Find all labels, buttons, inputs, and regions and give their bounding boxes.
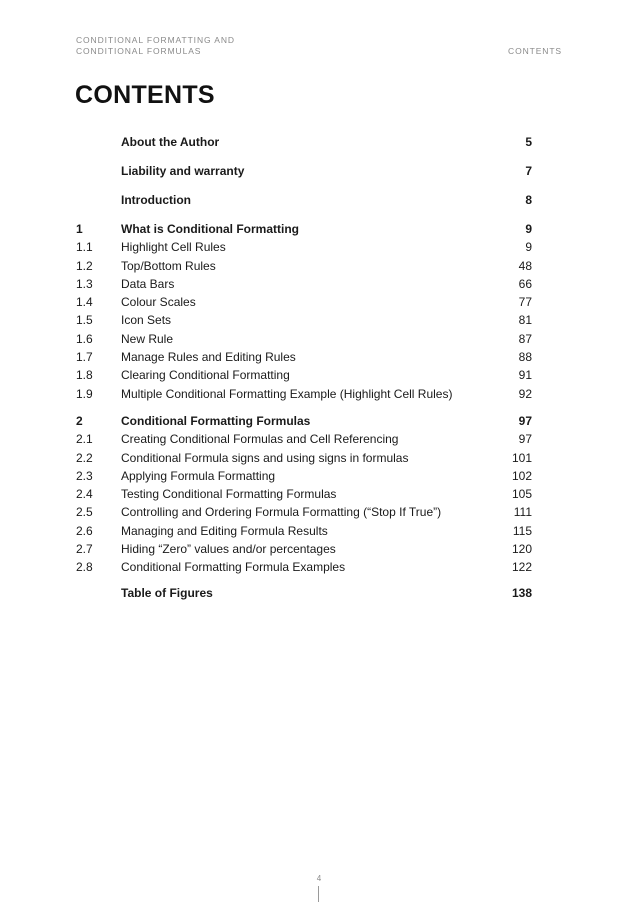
toc-label: Data Bars [121,276,175,291]
toc-page: 9 [525,240,532,255]
toc-label: Liability and warranty [121,163,245,178]
toc-entry[interactable] [76,293,532,311]
toc-page: 77 [518,295,532,310]
toc-page: 81 [518,313,532,328]
toc-page: 48 [518,258,532,273]
toc-entry[interactable] [76,485,532,503]
toc-entry[interactable] [76,311,532,329]
toc-number: 1.4 [76,295,93,310]
running-title-line-2: CONDITIONAL FORMULAS [76,46,202,56]
toc-entry[interactable] [76,467,532,485]
toc-label: Highlight Cell Rules [121,240,226,255]
toc-page: 120 [511,542,532,556]
toc-label: Hiding “Zero” values and/or percentages [121,542,336,556]
toc-page: 9 [525,221,532,236]
toc-entry[interactable] [76,275,532,293]
page-number: 4 [316,874,322,883]
toc-number: 1.5 [76,313,93,328]
toc-page: 111 [513,505,532,520]
toc-label: Conditional Formatting Formulas [121,413,311,428]
toc-number: 1.2 [76,258,93,273]
toc-label: Controlling and Ordering Formula Formatting (“Stop If True”) [121,505,442,520]
toc-label: Introduction [121,192,191,207]
toc-number: 2.1 [76,432,93,447]
toc-number: 1.8 [76,368,93,383]
toc-chapter-1[interactable] [76,220,532,238]
toc-label: New Rule [121,331,174,346]
toc-number: 1 [76,221,83,236]
toc-entry[interactable] [76,430,532,448]
toc-number: 2.3 [76,468,93,483]
toc-page: 97 [518,413,532,428]
toc-number: 2.5 [76,505,93,520]
toc-label: Multiple Conditional Formatting Example (Highlight Cell Rules) [121,386,453,401]
toc-label: What is Conditional Formatting [121,221,299,236]
toc-entry[interactable] [76,330,532,348]
toc-page: 87 [518,331,532,346]
running-title-line-1: CONDITIONAL FORMATTING AND [76,35,235,45]
toc-page: 7 [525,163,532,178]
toc-entry[interactable] [76,366,532,384]
toc-entry[interactable] [76,558,532,576]
toc-number: 1.3 [76,276,93,291]
footer-rule [318,886,319,902]
toc-entry[interactable] [76,540,532,558]
toc-label: Testing Conditional Formatting Formulas [121,487,337,502]
toc-number: 2.7 [76,542,93,556]
toc-entry[interactable] [76,238,532,256]
toc-label: Creating Conditional Formulas and Cell Referencing [121,432,399,447]
toc-number: 2.2 [76,450,93,465]
toc-page: 92 [518,386,532,401]
toc-page: 91 [518,368,532,383]
toc-entry-liability[interactable] [76,162,532,180]
toc-label: Managing and Editing Formula Results [121,523,328,538]
toc-label: Top/Bottom Rules [121,258,216,273]
toc-label: Applying Formula Formatting [121,468,276,483]
toc-page: 8 [525,192,532,207]
toc-page: 115 [512,523,532,538]
toc-number: 1.1 [76,240,93,255]
toc-page: 105 [511,487,532,502]
toc-entry[interactable] [76,503,532,521]
toc-entry-about-author[interactable] [76,133,532,151]
toc-page: 66 [518,276,532,291]
toc-entry[interactable] [76,257,532,275]
toc-page: 97 [518,432,532,447]
toc-entry-introduction[interactable] [76,191,532,209]
running-section: CONTENTS [508,46,562,56]
toc-number: 2 [76,413,83,428]
toc-label: Clearing Conditional Formatting [121,368,290,383]
page-title: CONTENTS [75,81,215,109]
toc-number: 1.7 [76,350,93,365]
table-of-contents [76,133,532,602]
running-title [76,35,336,57]
toc-page: 102 [511,468,532,483]
toc-number: 1.9 [76,386,93,401]
toc-page: 5 [525,135,532,149]
toc-label: Table of Figures [121,585,213,600]
toc-label: Manage Rules and Editing Rules [121,350,296,365]
toc-page: 88 [518,350,532,365]
toc-number: 1.6 [76,331,93,346]
toc-label: Conditional Formatting Formula Examples [121,560,346,575]
toc-chapter-2[interactable] [76,412,532,430]
toc-entry[interactable] [76,449,532,467]
toc-entry[interactable] [76,385,532,403]
toc-page: 122 [511,560,532,575]
toc-entry[interactable] [76,522,532,540]
toc-entry[interactable] [76,348,532,366]
toc-entry-table-of-figures[interactable] [76,584,532,602]
toc-label: Colour Scales [121,295,196,310]
toc-label: Icon Sets [121,313,172,328]
toc-page: 138 [511,585,532,600]
toc-number: 2.4 [76,487,93,502]
toc-number: 2.8 [76,560,93,575]
toc-label: Conditional Formula signs and using signs in formulas [121,450,409,465]
toc-label: About the Author [121,135,220,149]
toc-page: 101 [511,450,532,465]
toc-number: 2.6 [76,523,93,538]
